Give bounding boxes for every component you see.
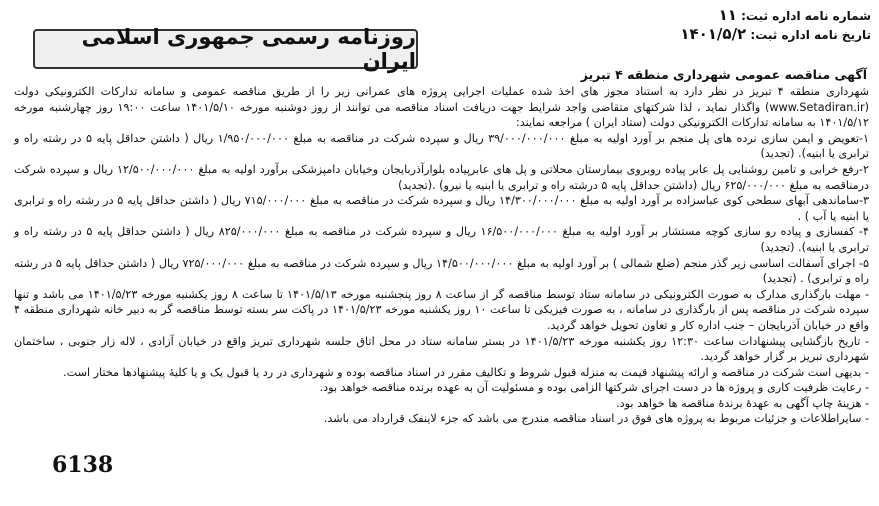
condition-item: - رعایت ظرفیت کاری و پروژه ها در دست اجرای شرکتها الزامی بوده و مسئولیت آن به عهده برنده مناقصه خواهد بود. <box>319 381 869 395</box>
condition-item: - مهلت بارگذاری مدارک به صورت الکترونیکی در سامانه ستاد توسط مناقصه گر از ساعت ۸ روز پنجشنبه مورخه ۱۴۰۱/۵/۱۳ تا ساعت ۸ روز یکشنبه مورخه ۱۴۰۱/۵/۲۳ می باشد و تنها سپرده شرکت در مناقصه پس از بارگذاری در سامانه ، به صورت فیزیکی تا ساعت ۱۰ روز یکشنبه مورخه ۱۴۰۱/۵/۲۳ در پاکت سر بسته توسط مناقصه گر به دبیر خانه شهرداری منطقه ۴ واقع در خیابان آذربایجان – جنب اداره کار و تعاون تحویل خواهد گردید. <box>14 287 869 332</box>
notice-body <box>14 84 869 427</box>
registration-number-label: شماره نامه اداره ثبت: <box>741 9 871 23</box>
notice-intro: شهرداری منطقه ۴ تبریز در نظر دارد به استناد مجوز های اخذ شده عملیات اجرایی پروژه های عمرانی زیر را از طریق مناقصه عمومی و سامانه تدارکات الکترونیکی دولت (www.Setadiran.ir) واگذار نماید ، لذا شرکتهای متقاضی واجد شرایط جهت دریافت اسناد مناقصه می توانند از روز دوشنبه مورخه ۱۴۰۱/۵/۱۰ ساعت ۱۹:۰۰ روز چهارشنبه مورخه ۱۴۰۱/۵/۱۲ به سامانه تدارکات الکترونیکی دولت (ستاد ایران ) مراجعه نمایند: <box>14 85 870 130</box>
project-item: ۴- کفسازی و پیاده رو سازی کوچه مستشار بر آورد اولیه به مبلغ ۱۶/۵۰۰/۰۰۰/۰۰۰ ریال و سپرده شرکت در مناقصه به مبلغ ۸۲۵/۰۰۰/۰۰۰ ریال ( داشتن حداقل پایه ۵ در رشته راه و ترابری یا ابنیه). (تجدید) <box>14 225 869 254</box>
ad-code: 6138 <box>52 452 114 478</box>
condition-item: - هزینهٔ چاپ آگهی به عهدهٔ برندهٔ مناقصه ها خواهد بود. <box>616 396 869 410</box>
project-item: ۵- اجرای آسفالت اساسی زیر گذر منجم (ضلع شمالی ) بر آورد اولیه به مبلغ ۱۴/۵۰۰/۰۰۰/۰۰۰ ریال و سپرده شرکت در مناقصه به مبلغ ۷۲۵/۰۰۰/۰۰۰ ریال ( داشتن حداقل پایه ۵ در رشته راه و ترابری) . (تجدید) <box>14 256 869 286</box>
notice-title: آگهی مناقصه عمومی شهرداری منطقه ۴ تبریز <box>580 67 867 82</box>
registration-date-label: تاریخ نامه اداره ثبت: <box>750 28 871 42</box>
registration-number-value: ۱۱ <box>718 6 737 24</box>
condition-item: - تاریخ بازگشایی پیشنهادات ساعت ۱۲:۳۰ روز یکشنبه مورخه ۱۴۰۱/۵/۲۳ در بستر سامانه ستاد در محل اتاق جلسه شهرداری تبریز واقع در خیابان آزادی ، لاله زار جنوبی ، ساختمان شهرداری تبریز بر گزار خواهد گردید. <box>14 334 870 364</box>
registration-header <box>671 6 871 44</box>
condition-item: - بدیهی است شرکت در مناقصه و ارائه پیشنهاد قیمت به منزله قبول شروط و تکالیف مقرر در اسناد مناقصه بوده و شهرداری در رد یا قبول یک و یا کلیهٔ پیشنهادها مختار است. <box>63 365 869 379</box>
registration-date-value: ۱۴۰۱/۵/۲ <box>680 25 747 43</box>
condition-item: - سایراطلاعات و جزئیات مربوط به پروژه های فوق در اسناد مناقصه مندرج می باشد که جزء لاینفک قرارداد می باشد. <box>323 412 869 426</box>
project-item: ۳-ساماندهی آبهای سطحی کوی عباسزاده بر آورد اولیه به مبلغ ۱۴/۳۰۰/۰۰۰/۰۰۰ ریال و سپرده شرکت در مناقصه به مبلغ ۷۱۵/۰۰۰/۰۰۰ ریال ( داشتن حداقل پایه ۵ در رشته راه و ترابری یا ابنیه یا آب ) . <box>14 194 870 223</box>
newspaper-title: روزنامه رسمی جمهوری اسلامی ایران <box>81 25 416 73</box>
project-item: ۱-تعویض و ایمن سازی نرده های پل منجم بر آورد اولیه به مبلغ ۳۹/۰۰۰/۰۰۰/۰۰۰ ریال و سپرده شرکت در مناقصه به مبلغ ۱/۹۵۰/۰۰۰/۰۰۰ ریال ( داشتن حداقل پایه ۵ در رشته راه و ترابری یا ابنیه). (تجدید) <box>14 131 869 161</box>
registration-number-row <box>671 6 871 25</box>
newspaper-title-banner <box>33 25 418 73</box>
registration-date-row <box>671 25 871 44</box>
project-item: ۲-رفع خرابی و تامین روشنایی پل عابر پیاده روبروی بیمارستان محلاتی و پل های عابرپیاده بلوارآذربایجان وخیابان دامپزشکی برآورد اولیه به مبلغ ۱۲/۵۰۰/۰۰۰/۰۰۰ ریال و سپرده شرکت درمناقصه به مبلغ ۶۲۵/۰۰۰/۰۰۰ ریال (داشتن حداقل پایه ۵ درشته راه و ترابری یا ابنیه یا نیرو) .(تجدید) <box>14 162 869 192</box>
